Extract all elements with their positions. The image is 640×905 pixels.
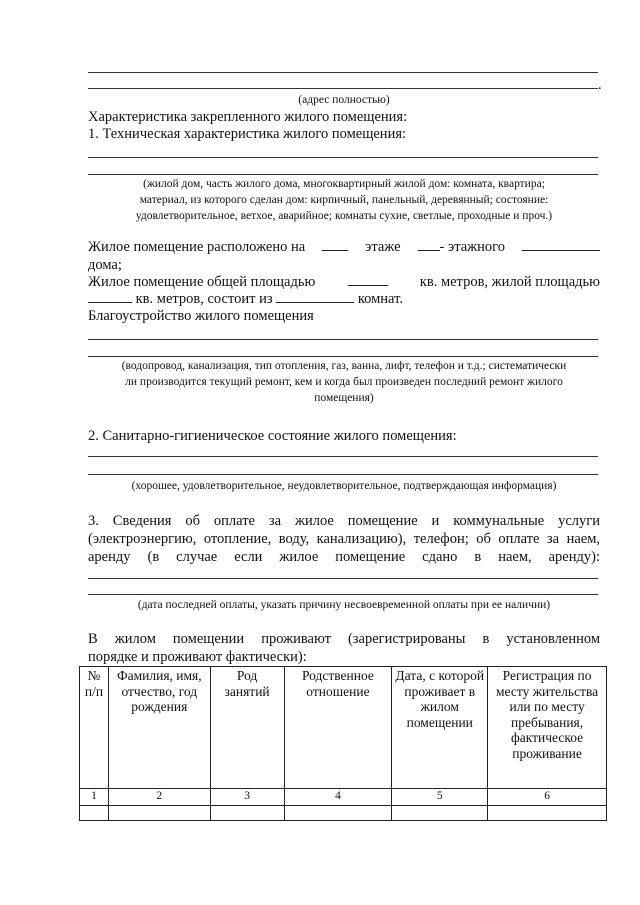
col-number-3: 3 bbox=[210, 789, 284, 806]
section-title: Характеристика закрепленного жилого помещения: bbox=[88, 109, 408, 125]
cell-date[interactable] bbox=[392, 805, 488, 820]
sanitary-line-2[interactable] bbox=[88, 474, 598, 475]
col-number-5: 5 bbox=[392, 789, 488, 806]
area-text-4: комнат. bbox=[357, 291, 403, 307]
payment-text-3: аренду (в случае если жилое помещение сдано в наем, аренду): bbox=[88, 549, 600, 565]
area-text-3: кв. метров, состоит из bbox=[135, 291, 273, 307]
floor-text-1: Жилое помещение расположено на bbox=[88, 239, 306, 255]
col-number-6: 6 bbox=[488, 789, 607, 806]
sanitary-title: 2. Санитарно-гигиеническое состояние жилого помещения: bbox=[88, 428, 457, 444]
col-number-1: 1 bbox=[80, 789, 109, 806]
line-end-mark: . bbox=[598, 77, 602, 93]
floor-number-blank[interactable] bbox=[322, 238, 348, 251]
header-number: № п/п bbox=[80, 667, 109, 789]
total-area-blank[interactable] bbox=[348, 273, 388, 286]
tech-line-2[interactable] bbox=[88, 174, 598, 175]
area-text-1: Жилое помещение общей площадью bbox=[88, 274, 316, 290]
table-number-row bbox=[80, 789, 607, 806]
tech-caption-3: удовлетворительное, ветхое, аварийное; комнаты сухие, светлые, проходные и проч.) bbox=[135, 210, 553, 222]
tech-title: 1. Техническая характеристика жилого помещения: bbox=[88, 126, 407, 142]
area-row-2 bbox=[88, 290, 403, 308]
cell-occupation[interactable] bbox=[210, 805, 284, 820]
cell-number[interactable] bbox=[80, 805, 109, 820]
address-caption: (адрес полностью) bbox=[298, 94, 390, 106]
col-number-4: 4 bbox=[284, 789, 392, 806]
floor-row bbox=[88, 238, 600, 256]
residents-text-1: В жилом помещении проживают (зарегистрированы в установленном bbox=[88, 631, 600, 647]
payment-line-2[interactable] bbox=[88, 594, 598, 595]
amenities-caption-2: ли производится текущий ремонт, кем и когда был произведен последний ремонт жилого bbox=[125, 376, 563, 388]
tech-line-1[interactable] bbox=[88, 157, 598, 158]
table-row bbox=[80, 805, 607, 820]
sanitary-caption: (хорошее, удовлетворительное, неудовлетворительное, подтверждающая информация) bbox=[131, 480, 557, 492]
header-date: Дата, с которой проживает в жилом помещении bbox=[392, 667, 488, 789]
payment-caption: (дата последней оплаты, указать причину несвоевременной оплаты при ее наличии) bbox=[137, 599, 551, 611]
table-header-row bbox=[80, 667, 607, 789]
amenities-caption-3: помещения) bbox=[314, 392, 374, 404]
header-registration: Регистрация по месту жительства или по месту пребывания, фактическое проживание bbox=[488, 667, 607, 789]
amenities-caption-1: (водопровод, канализация, тип отопления, газ, ванна, лифт, телефон и т.д.; систематически bbox=[121, 360, 567, 372]
residents-text-2: порядке и проживают фактически): bbox=[88, 649, 307, 665]
floor-text-3: - этажного bbox=[439, 239, 506, 255]
tech-caption-2: материал, из которого сделан дом: кирпичный, панельный, деревянный; состояние: bbox=[139, 194, 549, 206]
payment-text-1: 3. Сведения об оплате за жилое помещение и коммунальные услуги bbox=[88, 513, 600, 529]
address-line-1[interactable] bbox=[88, 72, 598, 73]
payment-text-2: (электроэнергию, отопление, воду, канализацию), телефон; об оплате за наем, bbox=[88, 531, 600, 547]
floors-total-blank[interactable] bbox=[418, 238, 440, 251]
header-relation: Родственное отношение bbox=[284, 667, 392, 789]
cell-full-name[interactable] bbox=[108, 805, 210, 820]
cell-registration[interactable] bbox=[488, 805, 607, 820]
cell-relation[interactable] bbox=[284, 805, 392, 820]
address-line-2[interactable] bbox=[88, 88, 598, 89]
rooms-count-blank[interactable] bbox=[276, 290, 354, 303]
floor-text-4: дома; bbox=[88, 257, 122, 273]
amenities-line-1[interactable] bbox=[88, 339, 598, 340]
col-number-2: 2 bbox=[108, 789, 210, 806]
amenities-title: Благоустройство жилого помещения bbox=[88, 308, 314, 324]
area-row bbox=[88, 273, 600, 291]
header-occupation: Род занятий bbox=[210, 667, 284, 789]
building-type-blank[interactable] bbox=[522, 238, 600, 251]
residents-table bbox=[79, 666, 607, 821]
area-text-2: кв. метров, жилой площадью bbox=[419, 274, 600, 290]
living-area-blank[interactable] bbox=[88, 290, 132, 303]
payment-line-1[interactable] bbox=[88, 578, 598, 579]
floor-text-2: этаже bbox=[365, 239, 401, 255]
sanitary-line-1[interactable] bbox=[88, 456, 598, 457]
amenities-line-2[interactable] bbox=[88, 356, 598, 357]
header-full-name: Фамилия, имя, отчество, год рождения bbox=[108, 667, 210, 789]
tech-caption-1: (жилой дом, часть жилого дома, многоквартирный жилой дом: комната, квартира; bbox=[143, 178, 545, 190]
